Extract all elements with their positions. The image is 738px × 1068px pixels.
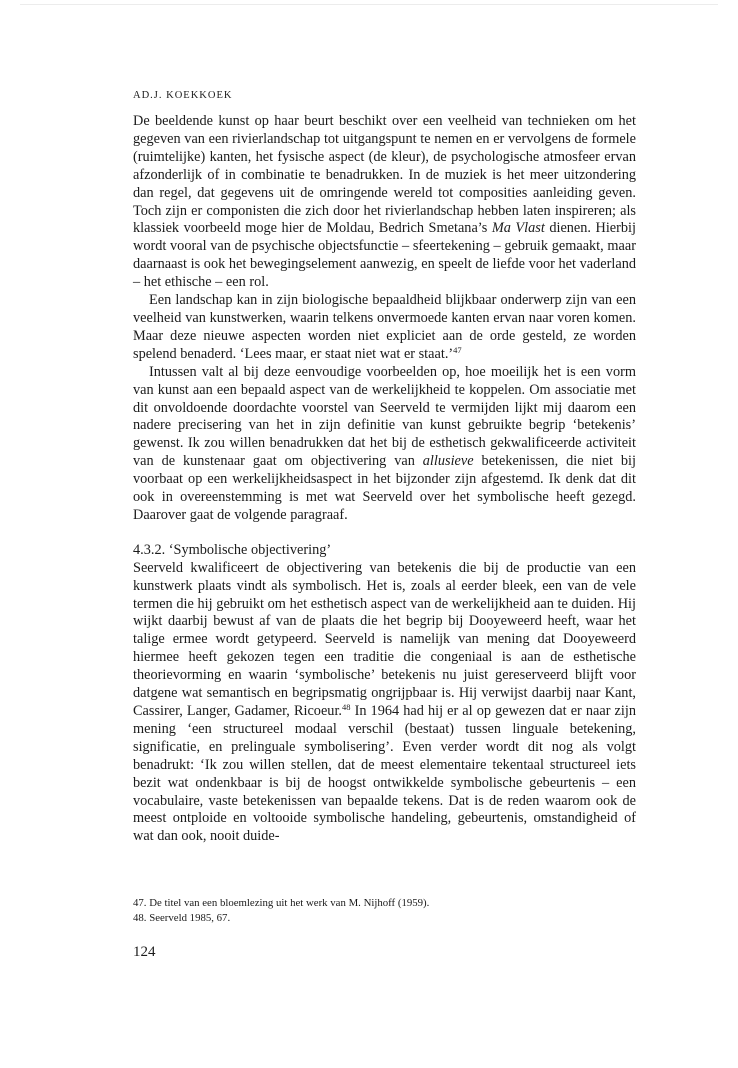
paragraph-4-text-end: In 1964 had hij er al op gewezen dat er naar zijn mening ‘een structureel modaal verschil (bestaat) tussen linguale betekening, significatie, en prelinguale symbolisering’. Even verder wordt dit nog als volgt benadrukt: ‘Ik zou willen stellen, dat de meest elementaire tekentaal structureel iets bezit wat ondenkbaar is bij de hoogst ontwikkelde symbolische gebeurtenis – een vocabulaire, vaste betekenissen van bepaalde tekens. Dat is de reden waarom ook de meest ontploide en voltooide symbolische handeling, gebeurtenis, omstandigheid of wat dan ook, nooit duide- [133, 703, 636, 845]
running-head: AD.J. KOEKKOEK [133, 90, 233, 101]
footnote-47: 47. De titel van een bloemlezing uit het werk van M. Nijhoff (1959). [133, 897, 430, 909]
footnote-48: 48. Seerveld 1985, 67. [133, 912, 231, 924]
footnotes [133, 896, 636, 926]
footnote-ref-47[interactable]: 47 [453, 344, 462, 355]
paragraph-3-text: Intussen valt al bij deze eenvoudige voorbeelden op, hoe moeilijk het is een vorm van kunst aan een bepaald aspect van de werkelijkheid te koppelen. Om associatie met dit onvoldoende doordachte voorstel van Seerveld te vermijden lijkt mij daarom een nadere precisering van het in zijn definitie van kunst gebruikte begrip ‘betekenis’ gewenst. Ik zou willen benadrukken dat het bij de esthetisch gekwalificeerde activiteit van de kunstenaar gaat om objectivering van [133, 363, 636, 470]
paragraph-1 [133, 113, 636, 292]
paragraph-2 [133, 292, 636, 364]
page-number: 124 [133, 944, 156, 960]
page-top-edge [20, 4, 718, 5]
paragraph-2-text: Een landschap kan in zijn biologische bepaaldheid blijkbaar onderwerp zijn van een veelheid van kunstwerken, waarin telkens onvermoede kanten ervan naar voren komen. Maar deze nieuwe aspecten worden niet expliciet aan de orde gesteld, ze worden spelend benaderd. ‘Lees maar, er staat niet wat er staat.’ [133, 292, 636, 362]
paragraph-4 [133, 560, 636, 847]
section-heading: 4.3.2. ‘Symbolische objectivering’ [133, 541, 332, 558]
paragraph-4-text: Seerveld kwalificeert de objectivering van betekenis die bij de productie van een kunstwerk plaats vindt als symbolisch. Het is, zoals al eerder bleek, een van de vele termen die hij gebruikt om het esthetisch aspect van de werkelijkheid aan te duiden. Hij wijkt daarbij bewust af van de plaats die het begrip bij Dooyeweerd heeft, waar het talige ermee wordt getypeerd. Seerveld is namelijk van mening dat Dooyeweerd hiermee heeft gekozen tegen een traditie die congeniaal is aan de esthetische theorievorming en waarin ‘symbolische’ betekenis nu juist gereserveerd blijft voor datgene wat semantisch en begripsmatig ongrijpbaar is. Hij verwijst daarbij naar Kant, Cassirer, Langer, Gadamer, Ricoeur. [133, 559, 636, 719]
work-title: Ma Vlast [491, 220, 545, 237]
paragraph-3 [133, 364, 636, 525]
paragraph-1-text: De beeldende kunst op haar beurt beschikt over een veelheid van technieken om het gegeven van een rivierlandschap tot uitgangspunt te nemen en er vervolgens de formele (ruimtelijke) kanten, het fysische aspect (de kleur), de psychologische atmosfeer ervan afzonderlijk of in combinatie te benadrukken. In de muziek is het meer uitzondering dan regel, dat gegevens uit de omringende wereld tot composities aanleiding geven. Toch zijn er componisten die zich door het rivierlandschap hebben laten inspireren; als klassiek voorbeeld moge hier de Moldau, Bedrich Smetana’s [133, 113, 636, 237]
paragraph-3-text-end: betekenissen, die niet bij voorbaat op een werkelijkheidsaspect in het bijzonder zijn afgestemd. Ik denk dat dit ook in overeenstemming is met wat Seerveld over het symbolische heeft gezegd. Daarover gaat de volgende paragraaf. [133, 453, 636, 523]
paragraph-1-text-end: dienen. Hierbij wordt vooral van de psychische objectsfunctie – sfeertekening – gebruik gemaakt, maar daarnaast is ook het bewegingselement aanwezig, en speelt de liefde voor het vaderland – het ethische – een rol. [133, 220, 637, 291]
body-text [133, 113, 636, 846]
footnote-ref-48[interactable]: 48 [342, 702, 351, 712]
emphasis-word: allusieve [422, 453, 474, 470]
